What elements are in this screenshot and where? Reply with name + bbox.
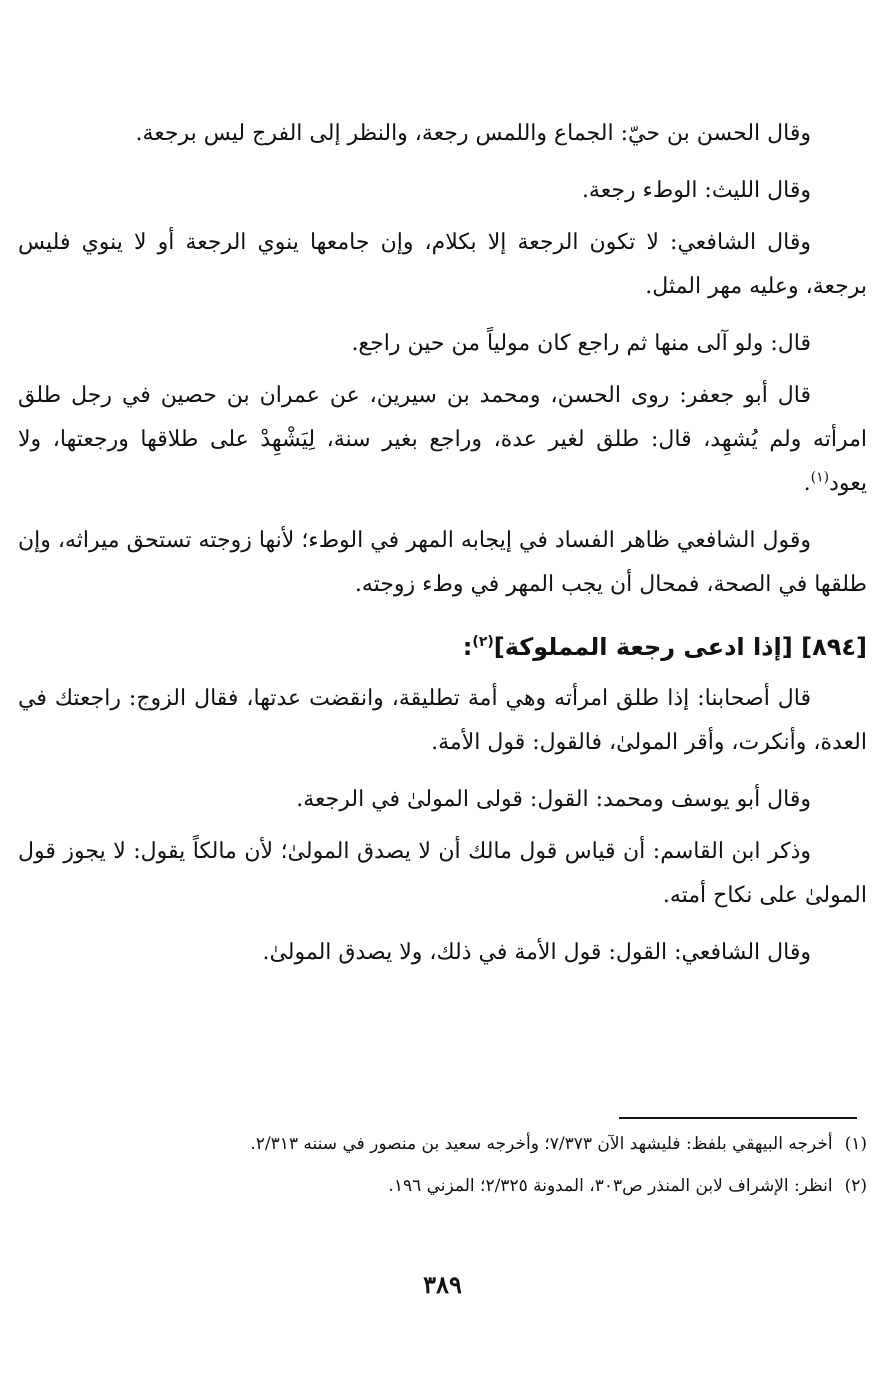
paragraph: وقال الحسن بن حيّ: الجماع واللمس رجعة، والنظر إلى الفرج ليس برجعة. [135,121,811,146]
footnote-number: (٢) [844,1176,867,1196]
footnote [18,1170,867,1202]
paragraph: وذكر ابن القاسم: أن قياس قول مالك أن لا يصدق المولىٰ؛ لأن مالكاً يقول: لا يجوز قول المولىٰ على نكاح أمته. [18,839,867,908]
paragraph: قال: ولو آلى منها ثم راجع كان مولياً من حين راجع. [351,331,811,356]
footnote-text: أخرجه البيهقي بلفظ: فليشهد الآن ٧/٣٧٣؛ وأخرجه سعيد بن منصور في سننه ٢/٣١٣. [250,1134,833,1154]
paragraph [18,374,867,506]
footnote-marker: (١) [810,469,830,486]
paragraph-end: . [803,471,811,496]
footnotes [18,1128,867,1212]
paragraph: وقال الشافعي: لا تكون الرجعة إلا بكلام، وإن جامعها ينوي الرجعة أو لا ينوي فليس برجعة، وعليه مهر المثل. [18,230,867,299]
main-text [18,112,867,988]
section-heading [18,625,867,669]
footnote-number: (١) [844,1134,867,1154]
footnote-text: انظر: الإشراف لابن المنذر ص٣٠٣، المدونة ٢/٣٢٥؛ المزني ١٩٦. [388,1176,833,1196]
paragraph: قال أصحابنا: إذا طلق امرأته وهي أمة تطليقة، وانقضت عدتها، فقال الزوج: راجعتك في العدة، وأنكرت، وأقر المولىٰ، فالقول: قول الأمة. [18,686,867,755]
paragraph-text: قال أبو جعفر: روى الحسن، ومحمد بن سيرين، عن عمران بن حصين في رجل طلق امرأته ولم يُشهِد، قال: طلق لغير عدة، وراجع بغير سنة، لِيَشْهِدْ على طلاقها ورجعتها، ولا يعود [18,383,867,496]
heading-end: : [462,633,473,661]
footnote [18,1128,867,1160]
footnote-divider [619,1117,857,1119]
paragraph: وقال الشافعي: القول: قول الأمة في ذلك، ولا يصدق المولىٰ. [262,940,811,965]
section-number: [٨٩٤] [801,633,867,661]
section-title: [إذا ادعى رجعة المملوكة] [493,633,793,661]
paragraph: وقال الليث: الوطء رجعة. [581,178,811,203]
page-number: ٣٨٩ [423,1270,462,1299]
footnote-marker: (٢) [472,634,494,650]
paragraph: وقال أبو يوسف ومحمد: القول: قولى المولىٰ في الرجعة. [296,787,811,812]
paragraph: وقول الشافعي ظاهر الفساد في إيجابه المهر في الوطء؛ لأنها زوجته تستحق ميراثه، وإن طلقها في الصحة، فمحال أن يجب المهر في وطء زوجته. [18,528,867,597]
